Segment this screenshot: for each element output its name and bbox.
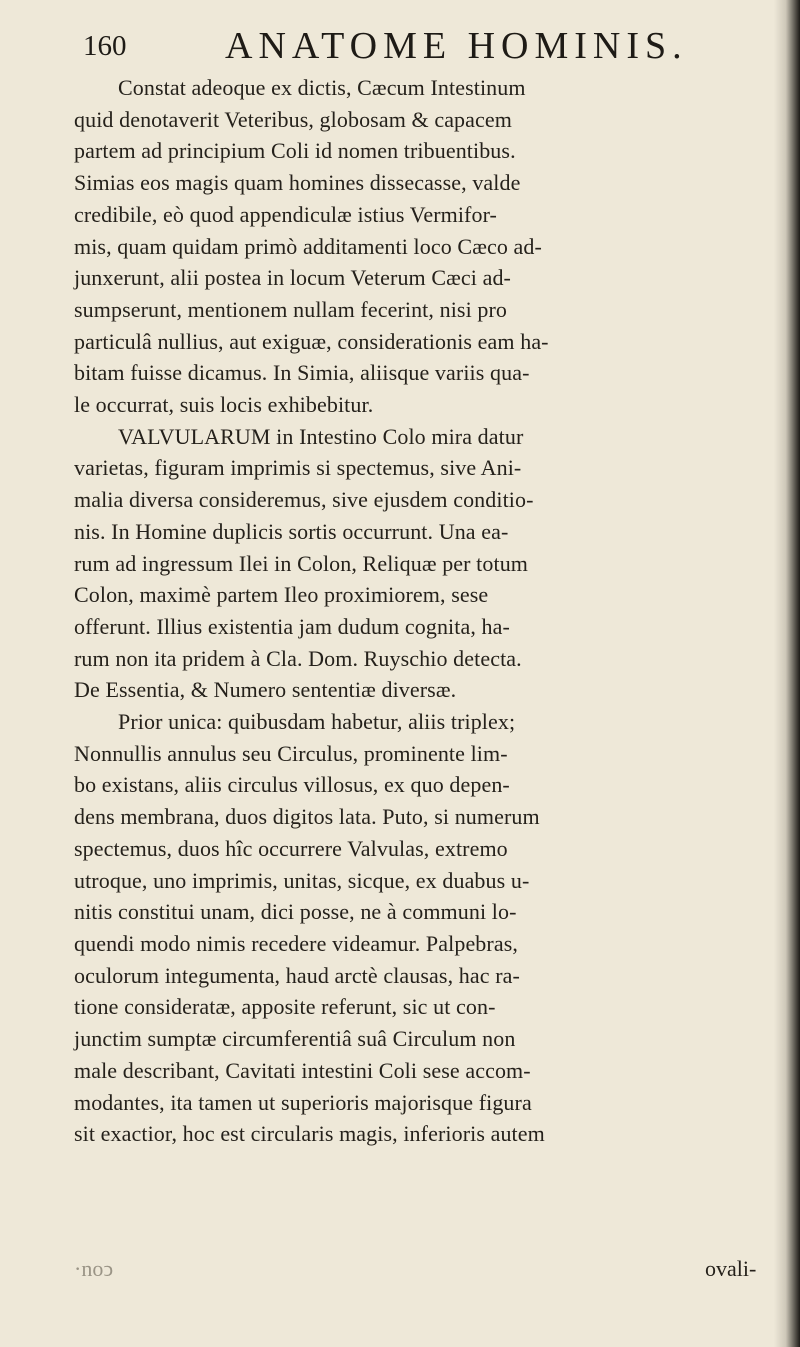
text-line: quid denotaverit Veteribus, globosam & capacem	[74, 106, 512, 132]
text-line: bo existans, aliis circulus villosus, ex quo depen-	[74, 772, 510, 798]
text-line: malia diversa consideremus, sive ejusdem conditio-	[74, 487, 534, 513]
body-text	[74, 72, 764, 1150]
text-line: particulâ nullius, aut exiguæ, considerationis eam ha-	[74, 328, 549, 354]
text-line: Nonnullis annulus seu Circulus, prominente lim-	[74, 740, 508, 766]
text-line: nis. In Homine duplicis sortis occurrunt. Una ea-	[74, 518, 509, 544]
text-line: oculorum integumenta, haud arctè clausas, hac ra-	[74, 962, 520, 988]
text-line: partem ad principium Coli id nomen tribuentibus.	[74, 138, 516, 164]
text-line: dens membrana, duos digitos lata. Puto, si numerum	[74, 804, 540, 830]
text-line: junctim sumptæ circumferentiâ suâ Circulum non	[74, 1026, 516, 1052]
text-line: sit exactior, hoc est circularis magis, inferioris autem	[74, 1121, 545, 1147]
text-line: tione consideratæ, apposite referunt, sic ut con-	[74, 994, 496, 1020]
text-line: modantes, ita tamen ut superioris majorisque figura	[74, 1089, 532, 1115]
text-line: le occurrat, suis locis exhibebitur.	[74, 392, 374, 418]
text-line: rum non ita pridem à Cla. Dom. Ruyschio detecta.	[74, 645, 522, 671]
text-line: De Essentia, & Numero sententiæ diversæ.	[74, 677, 457, 703]
text-line: credibile, eò quod appendiculæ istius Vermifor-	[74, 201, 497, 227]
running-title: ANATOME HOMINIS.	[225, 25, 688, 67]
text-line: bitam fuisse dicamus. In Simia, aliisque variis qua-	[74, 360, 530, 386]
text-line: quendi modo nimis recedere videamur. Palpebras,	[74, 930, 518, 956]
text-line: Constat adeoque ex dictis, Cæcum Intestinum	[118, 75, 526, 100]
text-line: VALVULARUM in Intestino Colo mira datur	[118, 423, 524, 449]
text-line: sumpserunt, mentionem nullam fecerint, nisi pro	[74, 296, 508, 322]
text-line: male describant, Cavitati intestini Coli sese accom-	[74, 1057, 531, 1083]
text-line: rum ad ingressum Ilei in Colon, Reliquæ per totum	[74, 550, 529, 576]
text-line: varietas, figuram imprimis si spectemus, sive Ani-	[74, 455, 522, 481]
text-line: junxerunt, alii postea in locum Veterum Cæci ad-	[74, 265, 511, 291]
bleed-through-text: ·noↄ	[74, 1256, 114, 1281]
text-line: utroque, uno imprimis, unitas, sicque, ex duabus u-	[74, 867, 530, 893]
text-line: mis, quam quidam primò additamenti loco Cæco ad-	[74, 233, 542, 259]
page-number: 160	[83, 30, 127, 62]
text-line: offerunt. Illius existentia jam dudum cognita, ha-	[74, 613, 510, 639]
catchword: ovali-	[705, 1256, 757, 1281]
page-edge-shadow	[774, 0, 800, 1347]
text-line: Colon, maximè partem Ileo proximiorem, sese	[74, 582, 489, 608]
text-line: nitis constitui unam, dici posse, ne à communi lo-	[74, 899, 517, 925]
text-line: Prior unica: quibusdam habetur, aliis triplex;	[118, 709, 516, 735]
text-line: Simias eos magis quam homines dissecasse, valde	[74, 170, 521, 196]
text-line: spectemus, duos hîc occurrere Valvulas, extremo	[74, 835, 508, 861]
